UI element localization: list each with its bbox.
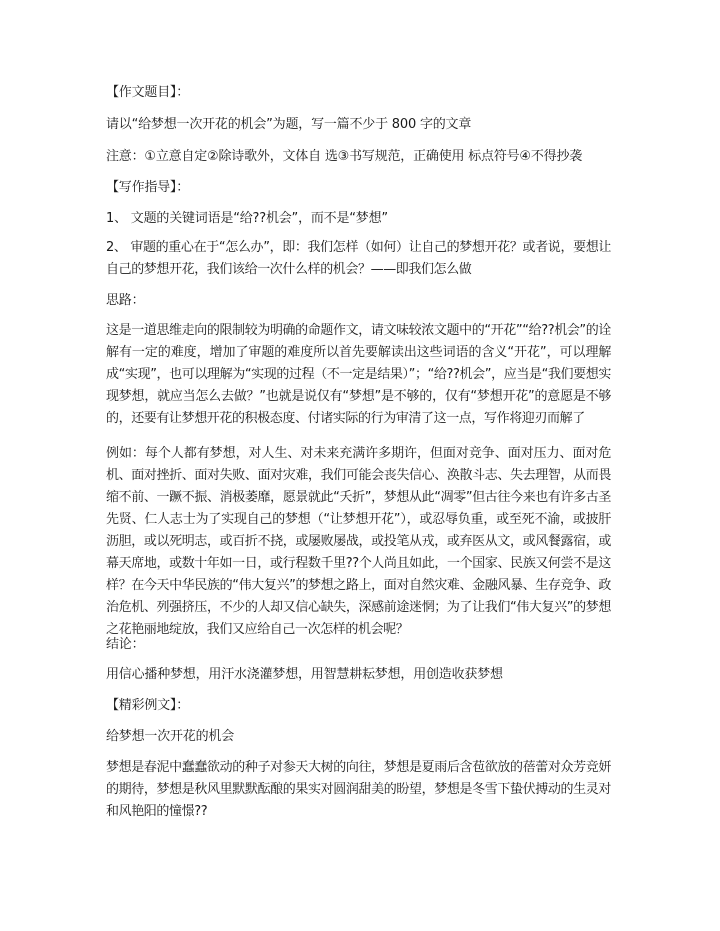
guide-heading: 【写作指导】： [106,180,190,195]
essay-prompt: 请以“给梦想一次开花的机会”为题，写一篇不少于 800 字的文章 [106,117,472,132]
writing-notes: 注意：①立意自定②除诗歌外，文体自 选③书写规范，正确使用 标点符号④不得抄袭 [106,149,583,164]
sample-heading: 【精彩例文】： [106,698,190,713]
guide-item-1: 1、 文题的关键词语是“给??机会”，而不是“梦想” [106,211,388,226]
conclusion-text: 用信心播种梦想，用汗水浇灌梦想，用智慧耕耘梦想，用创造收获梦想 [106,667,503,682]
guide-item-2: 2、 审题的重心在于“怎么办”，即：我们怎样（如何）让自己的梦想开花？或者说，要想让自己的梦想开花，我们该给一次什么样的机会？——即我们怎么做 [106,240,611,277]
sample-paragraph: 梦想是春泥中蠢蠢欲动的种子对参天大树的向往，梦想是夏雨后含苞欲放的蓓蕾对众芳竞妍的期待，梦想是秋风里默默酝酿的果实对圆润甜美的盼望，梦想是冬雪下蛰伏搏动的生灵对和风艳阳的憧憬?? [106,760,611,819]
thinking-label: 思路： [106,293,145,308]
topic-heading: 【作文题目】： [106,85,190,100]
sample-title: 给梦想一次开花的机会 [106,729,235,744]
thinking-paragraph: 这是一道思维走向的限制较为明确的命题作文，请文味较浓文题中的“开花”“给??机会”的诠解有一定的难度，增加了审题的难度所以首先要解读出这些词语的含义“开花”，可以理解成“实现”，也可以理解为“实现的过程（不一定是结果）”；“给??机会”，应当是“我们要想实现梦想，就应当怎么去做？”也就是说仅有“梦想”是不够的，仅有“梦想开花”的意愿是不够的，还要有让梦想开花的积极态度、付诸实际的行为审清了这一点，写作将迎刃而解了 [106,323,611,426]
example-paragraph: 例如：每个人都有梦想，对人生、对未来充满许多期许，但面对竞争、面对压力、面对危机、面对挫折、面对失败、面对灾难，我们可能会丧失信心、涣散斗志、失去理智，从而畏缩不前、一蹶不振、消极萎靡，愿景就此“夭折”，梦想从此“凋零”但古往今来也有许多古圣先贤、仁人志士为了实现自己的梦想（“让梦想开花”），或忍辱负重，或至死不渝，或披肝沥胆，或以死明志，或百折不挠，或屡败屡战，或投笔从戎，或弃医从文，或风餐露宿，或幕天席地，或数十年如一日，或行程数千里??个人尚且如此，一个国家、民族又何尝不是这样？在今天中华民族的“伟大复兴”的梦想之路上，面对自然灾难、金融风暴、生存竞争、政治危机、列强挤压，不少的人却又信心缺失，深感前途迷惘；为了让我们“伟大复兴”的梦想之花艳丽地绽放，我们又应给自己一次怎样的机会呢？ [106,446,611,637]
conclusion-label: 结论： [106,637,145,652]
